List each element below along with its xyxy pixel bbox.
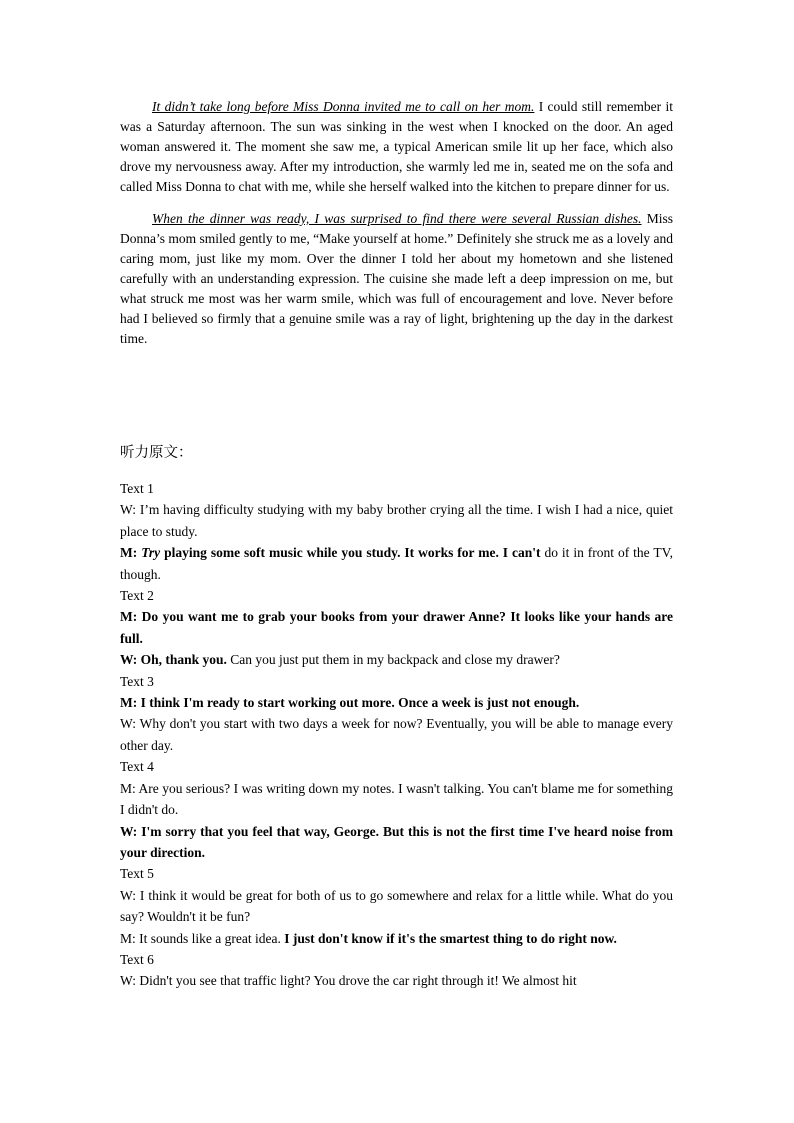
text-4-label: Text 4 xyxy=(120,759,154,775)
paragraph-1-lead-sentence: It didn’t take long before Miss Donna invited me to call on her mom. xyxy=(152,99,535,114)
listening-transcript xyxy=(120,478,673,992)
text-5-label: Text 5 xyxy=(120,866,154,882)
text-6-woman-line: W: Didn't you see that traffic light? You drove the car right through it! We almost hit xyxy=(120,973,577,989)
text-6-label: Text 6 xyxy=(120,951,154,967)
text-1-man-line xyxy=(120,542,673,585)
text-5-man-line xyxy=(120,928,673,949)
text-4-woman-line xyxy=(120,821,673,864)
listening-transcript-heading: 听力原文： xyxy=(120,445,193,461)
text-1-man-prefix: M: xyxy=(120,545,142,561)
text-5-woman-line: W: I think it would be great for both of us to go somewhere and relax for a little while. What do you say? Wouldn't it be fun? xyxy=(120,887,673,925)
text-5-man-plain: M: It sounds like a great idea. xyxy=(120,930,285,946)
essay-paragraph-1 xyxy=(120,97,673,197)
text-2-man-line xyxy=(120,606,673,649)
text-4-woman-bold: W: I'm sorry that you feel that way, George. But this is not the first time I've heard noise from your direction. xyxy=(120,823,673,860)
paragraph-2-body: Miss Donna’s mom smiled gently to me, “Make yourself at home.” Definitely she struck me as a lovely and caring mom, just like my mom. Over the dinner I told her about my hometown and she listened carefully with an understanding expression. The cuisine she made left a deep impression on me, but what struck me most was her warm smile, which was full of encouragement and love. Never before had I believed so firmly that a genuine smile was a ray of light, brightening up the day in the darkest time. xyxy=(120,211,673,346)
text-1-man-rest: do it in front of the TV, though. xyxy=(120,545,673,582)
paragraph-2-lead-sentence: When the dinner was ready, I was surprised to find there were several Russian dishes. xyxy=(152,211,642,226)
text-3-man-line xyxy=(120,692,673,713)
text-2-man-bold: M: Do you want me to grab your books from your drawer Anne? It looks like your hands are full. xyxy=(120,609,673,646)
text-2-woman-rest: Can you just put them in my backpack and close my drawer? xyxy=(226,652,560,668)
text-1-woman-line: W: I’m having difficulty studying with my baby brother crying all the time. I wish I had a nice, quiet place to study. xyxy=(120,502,673,539)
text-2-label: Text 2 xyxy=(120,588,154,604)
essay-body xyxy=(120,97,673,361)
paragraph-1-body: I could still remember it was a Saturday afternoon. The sun was sinking in the west when I knocked on the door. An aged woman answered it. The moment she saw me, a typical American smile lit up her face, which also drove my nervousness away. After my introduction, she warmly led me in, seated me on the sofa and called Miss Donna to chat with me, while she herself walked into the kitchen to prepare dinner for us. xyxy=(120,99,673,194)
text-5-man-bold: I just don't know if it's the smartest thing to do right now. xyxy=(284,930,617,946)
text-4-man-line: M: Are you serious? I was writing down my notes. I wasn't talking. You can't blame me for something I didn't do. xyxy=(120,780,673,818)
text-1-label: Text 1 xyxy=(120,481,154,496)
text-3-label: Text 3 xyxy=(120,673,154,689)
text-1-man-try: Try xyxy=(141,545,161,561)
text-1-man-bold: playing some soft music while you study. It works for me. I can't xyxy=(160,545,541,561)
text-2-woman-line xyxy=(120,649,673,670)
text-3-woman-line: W: Why don't you start with two days a week for now? Eventually, you will be able to manage every other day. xyxy=(120,716,673,753)
text-2-woman-bold: W: Oh, thank you. xyxy=(120,652,227,668)
text-3-man-bold: M: I think I'm ready to start working out more. Once a week is just not enough. xyxy=(120,695,580,711)
essay-paragraph-2 xyxy=(120,209,673,349)
